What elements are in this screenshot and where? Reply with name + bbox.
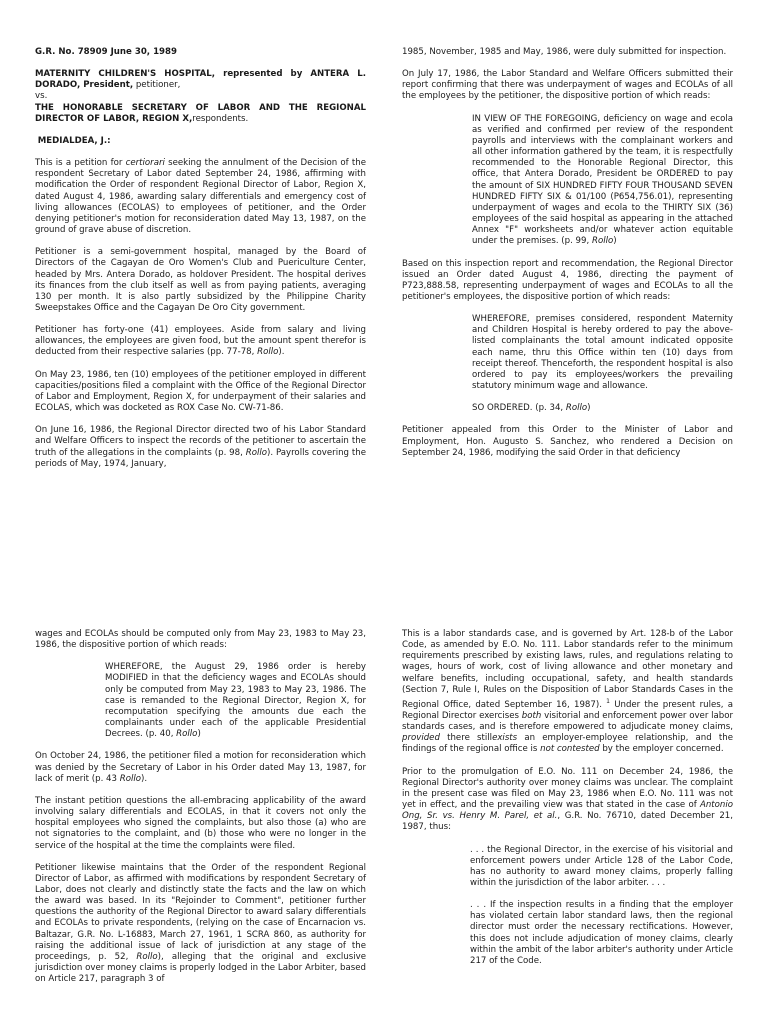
document-page-1 [0, 0, 768, 500]
paragraph: On May 23, 1986, ten (10) employees of the petitioner employed in different capacities/positions filed a complaint with the Office of the Regional Director of Labor and Employment, Region X, for underpayment of their salaries and ECOLAS, which was docketed as ROX Case No. CW-71-86. [35, 369, 366, 414]
paragraph: This is a petition for certiorari seeking the annulment of the Decision of the respondent Secretary of Labor dated September 24, 1986, affirming with modification the Order of respondent Regional Director of Labor, Region X, dated August 4, 1986, awarding salary differentials and emergency cost of living allowances (ECOLAS) to employees of petitioner, and the Order denying petitioner's motion for reconsideration dated May 13, 1987, on the ground of grave abuse of discretion. [35, 158, 366, 236]
block-quote: . . . the Regional Director, in the exercise of his visitorial and enforcement powers under Article 128 of the Labor Code, has no authority to award money claims, properly falling within the jurisdiction of the labor arbiter. . . . [470, 844, 733, 888]
paragraph: Prior to the promulgation of E.O. No. 111 on December 24, 1986, the Regional Director's authority over money claims was unclear. The complaint in the present case was filed on May 23, 1986 when E.O. No. 111 was not yet in effect, and the prevailing view was that stated in the case of Antonio Ong, Sr. vs. Henry M. Parel, et al., G.R. No. 76710, dated December 21, 1987, thus: [402, 766, 733, 833]
paragraph: Based on this inspection report and recommendation, the Regional Director issued an Order dated August 4, 1986, directing the payment of P723,888.58, representing underpayment of wages and ECOLAs to all the petitioner's employees, the dispositive portion of which reads: [402, 258, 733, 302]
paragraph: Petitioner has forty-one (41) employees. Aside from salary and living allowances, the employees are given food, but the amount spent therefor is deducted from their respective salaries (pp. 77-78, Rollo). [35, 325, 366, 358]
block-quote: . . . If the inspection results in a finding that the employer has violated certain labor standard laws, then the regional director must order the necessary rectifications. However, this does not include adjudication of money claims, clearly within the ambit of the labor arbiter's authority under Article 217 of the Code. [470, 900, 733, 966]
paragraph: Petitioner likewise maintains that the Order of the respondent Regional Director of Labor, as affirmed with modifications by respondent Secretary of Labor, does not clearly and distinctly state the facts and the law on which the award was based. In its "Rejoinder to Comment", petitioner further questions the authority of the Regional Director to award salary differentials and ECOLAs to private respondents, (relying on the case of Encarnacion vs. Baltazar, G.R. No. L-16883, March 27, 1961, 1 SCRA 860, as authority for raising the additional issue of lack of jurisdiction at any stage of the proceedings, p. 52, Rollo), alleging that the original and exclusive jurisdiction over money claims is properly lodged in the Labor Arbiter, based on Article 217, paragraph 3 of [35, 862, 367, 985]
petitioner-line [35, 69, 366, 91]
paragraph: On June 16, 1986, the Regional Director directed two of his Labor Standard and Welfare Officers to inspect the records of the petitioner to ascertain the truth of the allegations in the complaints (p. 98, Rollo). Payrolls covering the periods of May, 1974, January, [35, 425, 366, 469]
document-page-2 [0, 612, 768, 1024]
paragraph: This is a labor standards case, and is governed by Art. 128-b of the Labor Code, as amended by E.O. No. 111. Labor standards refer to the minimum requirements prescribed by existing laws, rules, and regulations relating to wages, hours of work, cost of living allowance and other monetary and welfare benefits, including occupational, safety, and health standards (Section 7, Rule I, Rules on the Disposition of Labor Standards Cases in the Regional Office, dated September 16, 1987). $^1$ Under the present rules, a Regional Director exercises both visitorial and enforcement power over labor standards cases, and is therefore empowered to adjudicate money claims, provided there stillexists an employer-employee relationship, and the findings of the regional office is not contested by the employer concerned. [402, 629, 734, 755]
petitioner-role: petitioner, [133, 80, 181, 91]
paragraph: Petitioner appealed from this Order to the Minister of Labor and Employment, Hon. Augusto S. Sanchez, who rendered a Decision on September 24, 1986, modifying the said Order in that deficiency [402, 425, 733, 458]
case-number: G.R. No. 78909 June 30, 1989 [35, 47, 177, 57]
paragraph: The instant petition questions the all-embracing applicability of the award involving salary differentials and ECOLAS, in that it covers not only the hospital employees who signed the complaints, but also those (a) who are not signatories to the complaint, and (b) those who were no longer in the service of the hospital at the time the complaints were filed. [35, 795, 366, 851]
respondents-name: THE HONORABLE SECRETARY OF LABOR AND THE REGIONAL DIRECTOR OF LABOR, REGION X, [35, 102, 366, 124]
block-quote: IN VIEW OF THE FOREGOING, deficiency on wage and ecola as verified and confirmed per review of the respondent payrolls and interviews with the complainant workers and all other information gathered by the team, it is respectfully recommended to the Honorable Regional Director, this office, that Antera Dorado, President be ORDERED to pay the amount of SIX HUNDRED FIFTY FOUR THOUSAND SEVEN HUNDRED FIFTY SIX & 01/100 (P654,756.01), representing underpayment of wages and ecola to the THIRTY SIX (36) employees of the said hospital as appearing in the attached Annex "F" worksheets and/or whatever action equitable under the premises. (p. 99, Rollo) [472, 113, 733, 247]
footnote-ref[interactable]: 1 [606, 697, 610, 705]
page1-right-column [402, 47, 733, 470]
page2-left-column [35, 629, 366, 996]
block-quote: SO ORDERED. (p. 34, Rollo) [472, 403, 591, 414]
page2-right-column [402, 629, 733, 978]
respondents-line [35, 103, 366, 125]
paragraph: 1985, November, 1985 and May, 1986, were duly submitted for inspection. [402, 47, 727, 57]
case-header [35, 47, 366, 147]
ponente: MEDIALDEA, J.: [37, 135, 111, 146]
paragraph: wages and ECOLAs should be computed only from May 23, 1983 to May 23, 1986, the dispositive portion of which reads: [35, 629, 366, 651]
block-quote: WHEREFORE, the August 29, 1986 order is hereby MODIFIED in that the deficiency wages and ECOLAs should only be computed from May 23, 1983 to May 23, 1986. The case is remanded to the Regional Director, Region X, for recomputation specifying the amounts due each the complainants under each of the applicable Presidential Decrees. (p. 40, Rollo) [105, 662, 366, 740]
respondents-role: respondents. [192, 113, 249, 124]
page1-left-column [35, 47, 366, 481]
versus-label: vs. [35, 91, 48, 102]
block-quote: WHEREFORE, premises considered, respondent Maternity and Children Hospital is hereby ordered to pay the above-listed complainants the total amount indicated opposite each name, thru this Office within ten (10) days from receipt thereof. Thenceforth, the respondent hospital is also ordered to pay its employees/workers the prevailing statutory minimum wage and allowance. [472, 314, 733, 392]
paragraph: On October 24, 1986, the petitioner filed a motion for reconsideration which was denied by the Secretary of Labor in his Order dated May 13, 1987, for lack of merit (p. 43 Rollo). [35, 751, 366, 784]
paragraph: On July 17, 1986, the Labor Standard and Welfare Officers submitted their report confirming that there was underpayment of wages and ECOLAs of all the employees by the petitioner, the dispositive portion of which reads: [402, 69, 733, 102]
paragraph: Petitioner is a semi-government hospital, managed by the Board of Directors of the Cagayan de Oro Women's Club and Puericulture Center, headed by Mrs. Antera Dorado, as holdover President. The hospital derives its finances from the club itself as well as from paying patients, averaging 130 per month. It is also partly subsidized by the Philippine Charity Sweepstakes Office and the Cagayan De Oro City government. [35, 247, 366, 313]
petitioner-name: MATERNITY CHILDREN'S HOSPITAL, represented by ANTERA L. DORADO, President, [35, 69, 366, 91]
